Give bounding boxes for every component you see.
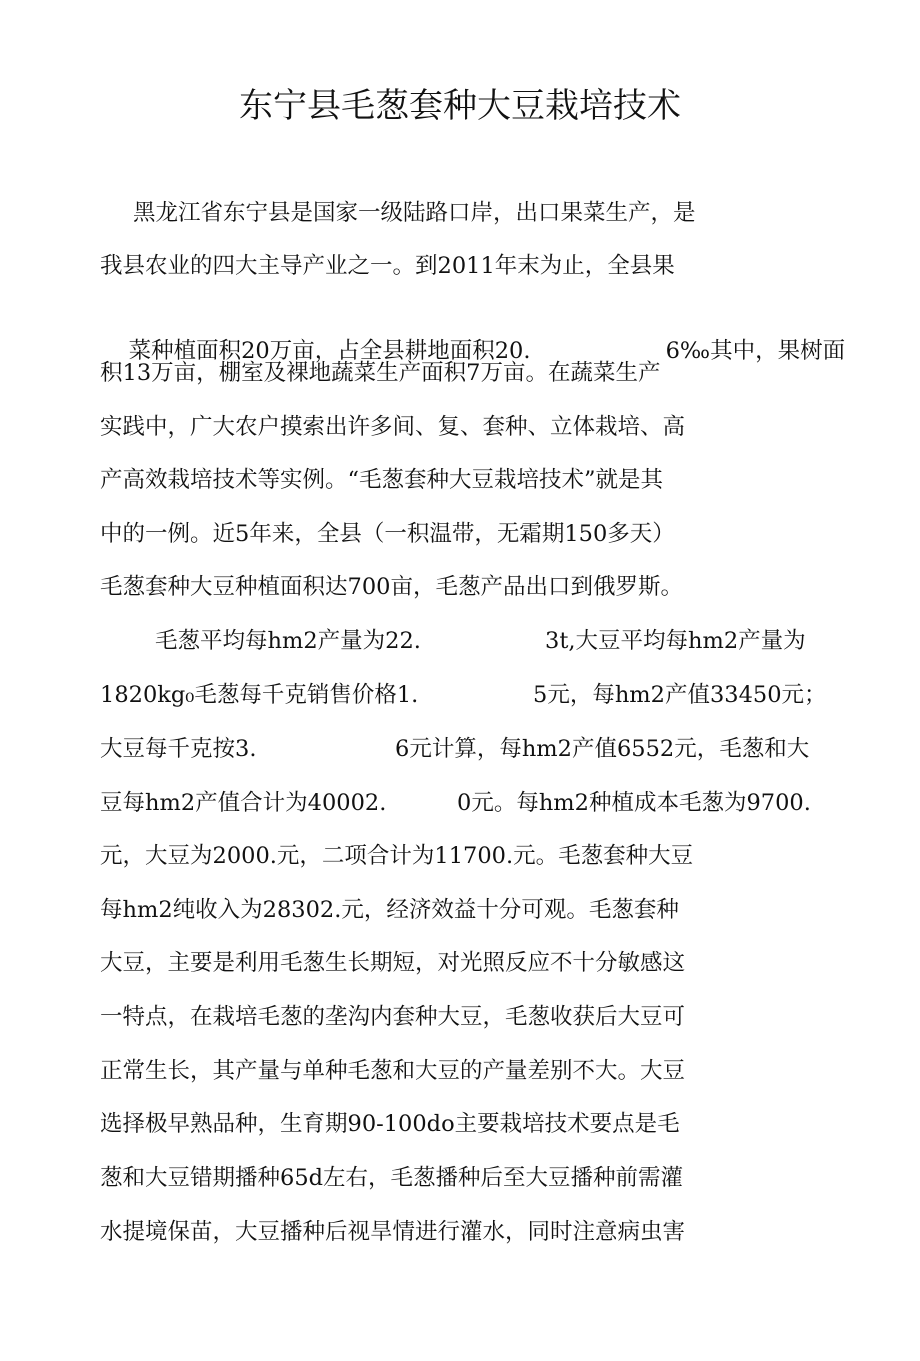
text-line: 毛葱套种大豆种植面积达700亩，毛葱产品出口到俄罗斯。: [100, 574, 683, 600]
text-line: 水提境保苗，大豆播种后视旱情进行灌水，同时注意病虫害: [100, 1219, 686, 1245]
text-line: 一特点，在栽培毛葱的垄沟内套种大豆，毛葱收获后大豆可: [100, 1004, 686, 1030]
text-segment: 1820kg₀毛葱每千克销售价格1.: [100, 682, 419, 708]
text-line: 选择极早熟品种，生育期90-100do主要栽培技术要点是毛: [100, 1111, 680, 1137]
text-segment: 6‰其中，果树面: [665, 338, 846, 364]
text-line: 大豆，主要是利用毛葱生长期短，对光照反应不十分敏感这: [100, 950, 686, 976]
text-line: 积13万亩，棚室及裸地蔬菜生产面积7万亩。在蔬菜生产: [100, 360, 661, 386]
text-line: [637, 303, 845, 399]
text-line: 葱和大豆错期播种65d左右，毛葱播种后至大豆播种前需灌: [100, 1165, 684, 1191]
text-segment: 毛葱平均每hm2产量为22.: [155, 628, 421, 654]
text-segment: 大豆每千克按3.: [100, 736, 257, 762]
text-line: 产高效栽培技术等实例。“毛葱套种大豆栽培技术”就是其: [100, 467, 664, 493]
text-segment: 豆每hm2产值合计为40002.: [100, 790, 387, 816]
text-segment: 3t,大豆平均每hm2产量为: [545, 628, 806, 654]
text-line: 中的一例。近5年来，全县（一积温带，无霜期150多天）: [100, 521, 675, 547]
text-line: 正常生长，其产量与单种毛葱和大豆的产量差别不大。大豆: [100, 1058, 686, 1084]
text-line: 元，大豆为2000.元，二项合计为11700.元。毛葱套种大豆: [100, 843, 694, 869]
document-title: 东宁县毛葱套种大豆栽培技术: [239, 86, 681, 126]
text-line: 实践中，广大农户摸索出许多间、复、套种、立体栽培、高: [100, 414, 686, 440]
text-segment: 5元，每hm2产值33450元；: [533, 682, 827, 708]
text-segment: 6元计算，每hm2产值6552元，毛葱和大: [395, 736, 810, 762]
text-line: 黑龙江省东宁县是国家一级陆路口岸，出口果菜生产，是: [133, 200, 696, 226]
text-line: 我县农业的四大主导产业之一。到2011年末为止，全县果: [100, 253, 675, 279]
text-segment: 0元。每hm2种植成本毛葱为9700.: [457, 790, 811, 816]
text-line: 每hm2纯收入为28302.元，经济效益十分可观。毛葱套种: [100, 897, 679, 923]
text-segment: 菜种植面积20万亩，占全县耕地面积20.: [128, 338, 531, 364]
